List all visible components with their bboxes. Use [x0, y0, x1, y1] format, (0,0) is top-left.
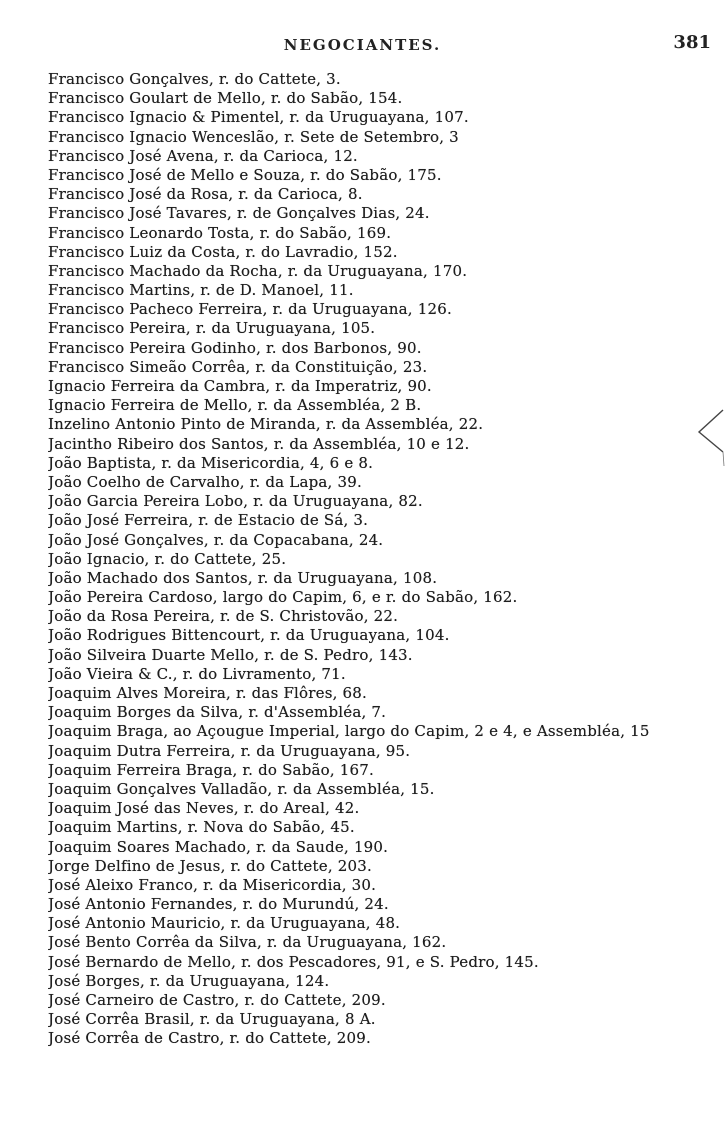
entry-list — [48, 70, 713, 1049]
directory-entry: Joaquim Soares Machado, r. da Saude, 190. — [48, 837, 389, 856]
directory-entry: Jorge Delfino de Jesus, r. do Cattete, 203. — [48, 856, 372, 875]
directory-entry: Joaquim José das Neves, r. do Areal, 42. — [48, 799, 360, 818]
directory-entry: José Corrêa Brasil, r. da Uruguayana, 8 A. — [48, 1010, 376, 1029]
directory-entry: Francisco José de Mello e Souza, r. do Sabão, 175. — [48, 165, 442, 184]
directory-entry: Francisco Simeão Corrêa, r. da Constituição, 23. — [48, 357, 428, 376]
directory-entry: João Coelho de Carvalho, r. da Lapa, 39. — [48, 472, 362, 491]
margin-bracket-mark — [695, 408, 725, 468]
directory-entry: João Silveira Duarte Mello, r. de S. Pedro, 143. — [48, 645, 413, 664]
directory-entry: Francisco Goulart de Mello, r. do Sabão, 154. — [48, 89, 403, 108]
directory-entry: José Bento Corrêa da Silva, r. da Uruguayana, 162. — [48, 933, 447, 952]
directory-entry: João Rodrigues Bittencourt, r. da Uruguayana, 104. — [48, 626, 450, 645]
directory-entry: José Carneiro de Castro, r. do Cattete, 209. — [48, 991, 386, 1009]
page-number: 381 — [673, 32, 711, 53]
directory-entry: João Vieira & C., r. do Livramento, 71. — [48, 664, 346, 683]
directory-entry: João Baptista, r. da Misericordia, 4, 6 e 8. — [48, 453, 374, 472]
directory-entry: Joaquim Ferreira Braga, r. do Sabão, 167. — [48, 760, 375, 779]
directory-entry: Joaquim Martins, r. Nova do Sabão, 45. — [48, 818, 355, 837]
directory-entry: Inzelino Antonio Pinto de Miranda, r. da Assembléa, 22. — [48, 415, 484, 434]
directory-entry: Francisco Leonardo Tosta, r. do Sabão, 169. — [48, 223, 392, 242]
directory-entry: Francisco Pacheco Ferreira, r. da Uruguayana, 126. — [48, 300, 452, 319]
directory-entry: Joaquim Borges da Silva, r. d'Assembléa, 7. — [48, 703, 387, 722]
page-title: NEGOCIANTES. — [283, 36, 442, 54]
directory-entry: João Ignacio, r. do Cattete, 25. — [48, 549, 287, 568]
directory-entry: Francisco Pereira Godinho, r. dos Barbonos, 90. — [48, 338, 422, 357]
directory-entry: João José Ferreira, r. de Estacio de Sá, 3. — [48, 511, 369, 530]
directory-entry: Francisco Pereira, r. da Uruguayana, 105. — [48, 319, 376, 338]
directory-entry: João da Rosa Pereira, r. de S. Christovão, 22. — [48, 607, 399, 626]
directory-entry: Joaquim Alves Moreira, r. das Flôres, 68. — [48, 684, 368, 702]
directory-entry: Francisco Machado da Rocha, r. da Uruguayana, 170. — [48, 261, 468, 280]
directory-entry: Joaquim Dutra Ferreira, r. da Uruguayana, 95. — [48, 741, 411, 760]
directory-entry: José Corrêa de Castro, r. do Cattete, 209. — [48, 1029, 372, 1048]
directory-entry: Francisco Ignacio & Pimentel, r. da Uruguayana, 107. — [48, 108, 469, 127]
directory-entry: Francisco Gonçalves, r. do Cattete, 3. — [48, 70, 341, 88]
directory-entry: João Pereira Cardoso, largo do Capim, 6, e r. do Sabão, 162. — [48, 588, 518, 607]
directory-entry: Ignacio Ferreira da Cambra, r. da Imperatriz, 90. — [48, 377, 432, 395]
directory-entry: Francisco José Avena, r. da Carioca, 12. — [48, 146, 358, 165]
directory-entry: Ignacio Ferreira de Mello, r. da Assembléa, 2 B. — [48, 396, 422, 415]
directory-entry: Francisco Luiz da Costa, r. do Lavradio, 152. — [48, 242, 398, 261]
directory-entry: Jacintho Ribeiro dos Santos, r. da Assembléa, 10 e 12. — [48, 434, 470, 453]
directory-entry: João Machado dos Santos, r. da Uruguayana, 108. — [48, 568, 438, 587]
directory-entry: José Antonio Fernandes, r. do Murundú, 24. — [48, 895, 389, 914]
directory-entry: Francisco Ignacio Wenceslão, r. Sete de Setembro, 3 — [48, 127, 459, 146]
directory-entry: Joaquim Braga, ao Açougue Imperial, largo do Capim, 2 e 4, e Assembléa, 15 — [48, 722, 650, 741]
directory-entry: José Borges, r. da Uruguayana, 124. — [48, 971, 330, 990]
directory-entry: José Bernardo de Mello, r. dos Pescadores, 91, e S. Pedro, 145. — [48, 952, 539, 971]
directory-entry: João José Gonçalves, r. da Copacabana, 24. — [48, 530, 384, 549]
directory-entry: Francisco José Tavares, r. de Gonçalves Dias, 24. — [48, 204, 430, 223]
directory-entry: José Aleixo Franco, r. da Misericordia, 30. — [48, 875, 377, 894]
directory-entry: Francisco José da Rosa, r. da Carioca, 8. — [48, 185, 363, 204]
directory-entry: Joaquim Gonçalves Valladão, r. da Assembléa, 15. — [48, 779, 435, 798]
directory-entry: Francisco Martins, r. de D. Manoel, 11. — [48, 281, 354, 300]
directory-entry: José Antonio Mauricio, r. da Uruguayana, 48. — [48, 914, 401, 933]
directory-entry: João Garcia Pereira Lobo, r. da Uruguayana, 82. — [48, 492, 423, 511]
